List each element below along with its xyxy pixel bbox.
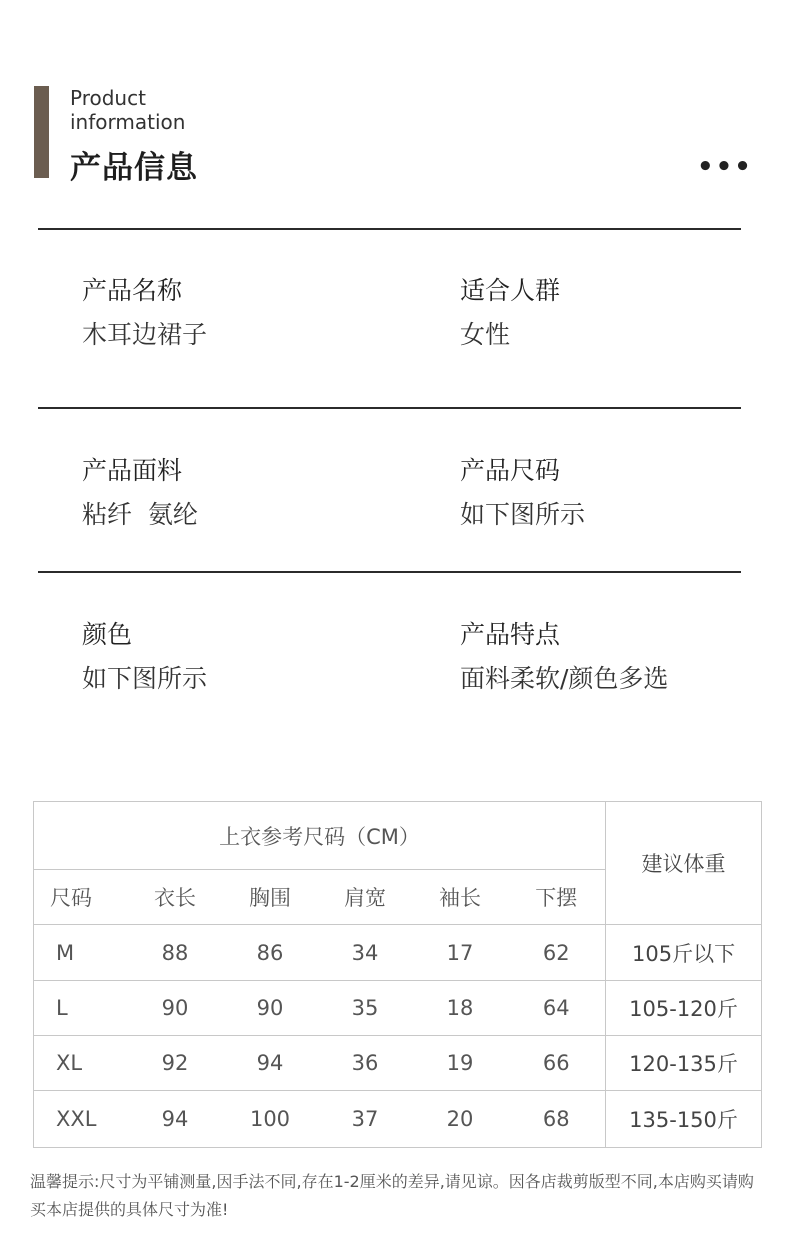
- table-cell: M: [34, 925, 128, 981]
- column-header: 尺码: [34, 870, 128, 925]
- size-table: [33, 801, 762, 1148]
- table-cell: 88: [128, 925, 223, 981]
- info-value: 女性: [460, 320, 511, 349]
- column-header: 胸围: [223, 870, 318, 925]
- weight-cell: 120-135斤: [606, 1036, 762, 1091]
- table-cell: 35: [318, 981, 413, 1036]
- more-icon[interactable]: •••: [697, 152, 753, 182]
- info-label: 颜色: [82, 620, 133, 649]
- info-label: 产品名称: [82, 276, 183, 305]
- column-header: 肩宽: [318, 870, 413, 925]
- table-cell: 92: [128, 1036, 223, 1091]
- page-title: 产品信息: [70, 150, 198, 186]
- info-value: 如下图所示: [82, 664, 208, 693]
- size-note: 温馨提示:尺寸为平铺测量,因手法不同,存在1-2厘米的差异,请见谅。因各店裁剪版型不同,本店购买请购买本店提供的具体尺寸为准!: [30, 1172, 754, 1219]
- info-color: [82, 620, 412, 694]
- header-title-en-line2: information: [70, 110, 186, 134]
- table-cell: 20: [413, 1091, 508, 1148]
- column-header: 袖长: [413, 870, 508, 925]
- info-label: 产品面料: [82, 456, 183, 485]
- table-cell: 19: [413, 1036, 508, 1091]
- table-cell: 90: [223, 981, 318, 1036]
- table-cell: XL: [34, 1036, 128, 1091]
- table-cell: L: [34, 981, 128, 1036]
- info-target-group: [460, 276, 790, 350]
- info-fabric: [82, 456, 412, 530]
- table-cell: 64: [508, 981, 606, 1036]
- table-row: [34, 981, 762, 1036]
- info-value: 如下图所示: [460, 500, 586, 529]
- header-accent-bar: [34, 86, 49, 178]
- table-cell: 66: [508, 1036, 606, 1091]
- column-header: 下摆: [508, 870, 606, 925]
- table-cell: 37: [318, 1091, 413, 1148]
- table-cell: 94: [128, 1091, 223, 1148]
- header-title-en: [70, 86, 185, 134]
- table-cell: 36: [318, 1036, 413, 1091]
- table-row: [34, 1091, 762, 1148]
- weight-cell: 105-120斤: [606, 981, 762, 1036]
- info-value: 面料柔软/颜色多选: [460, 664, 669, 693]
- header-title-en-line1: Product: [70, 86, 146, 110]
- weight-header: 建议体重: [606, 802, 762, 925]
- table-cell: 34: [318, 925, 413, 981]
- divider: [38, 407, 741, 409]
- table-cell: 62: [508, 925, 606, 981]
- weight-cell: 105斤以下: [606, 925, 762, 981]
- table-cell: 18: [413, 981, 508, 1036]
- column-header: 衣长: [128, 870, 223, 925]
- table-cell: 68: [508, 1091, 606, 1148]
- table-cell: 90: [128, 981, 223, 1036]
- info-label: 产品尺码: [460, 456, 561, 485]
- table-cell: 100: [223, 1091, 318, 1148]
- info-features: [460, 620, 790, 694]
- size-table-title: 上衣参考尺码（CM）: [34, 802, 606, 870]
- info-product-name: [82, 276, 412, 350]
- table-cell: XXL: [34, 1091, 128, 1148]
- info-label: 产品特点: [460, 620, 561, 649]
- info-label: 适合人群: [460, 276, 561, 305]
- table-cell: 86: [223, 925, 318, 981]
- table-cell: 17: [413, 925, 508, 981]
- info-value: 粘纤 氨纶: [82, 500, 198, 529]
- info-size: [460, 456, 790, 530]
- weight-cell: 135-150斤: [606, 1091, 762, 1148]
- divider: [38, 228, 741, 230]
- table-row: [34, 1036, 762, 1091]
- table-row: [34, 925, 762, 981]
- divider: [38, 571, 741, 573]
- info-value: 木耳边裙子: [82, 320, 208, 349]
- table-cell: 94: [223, 1036, 318, 1091]
